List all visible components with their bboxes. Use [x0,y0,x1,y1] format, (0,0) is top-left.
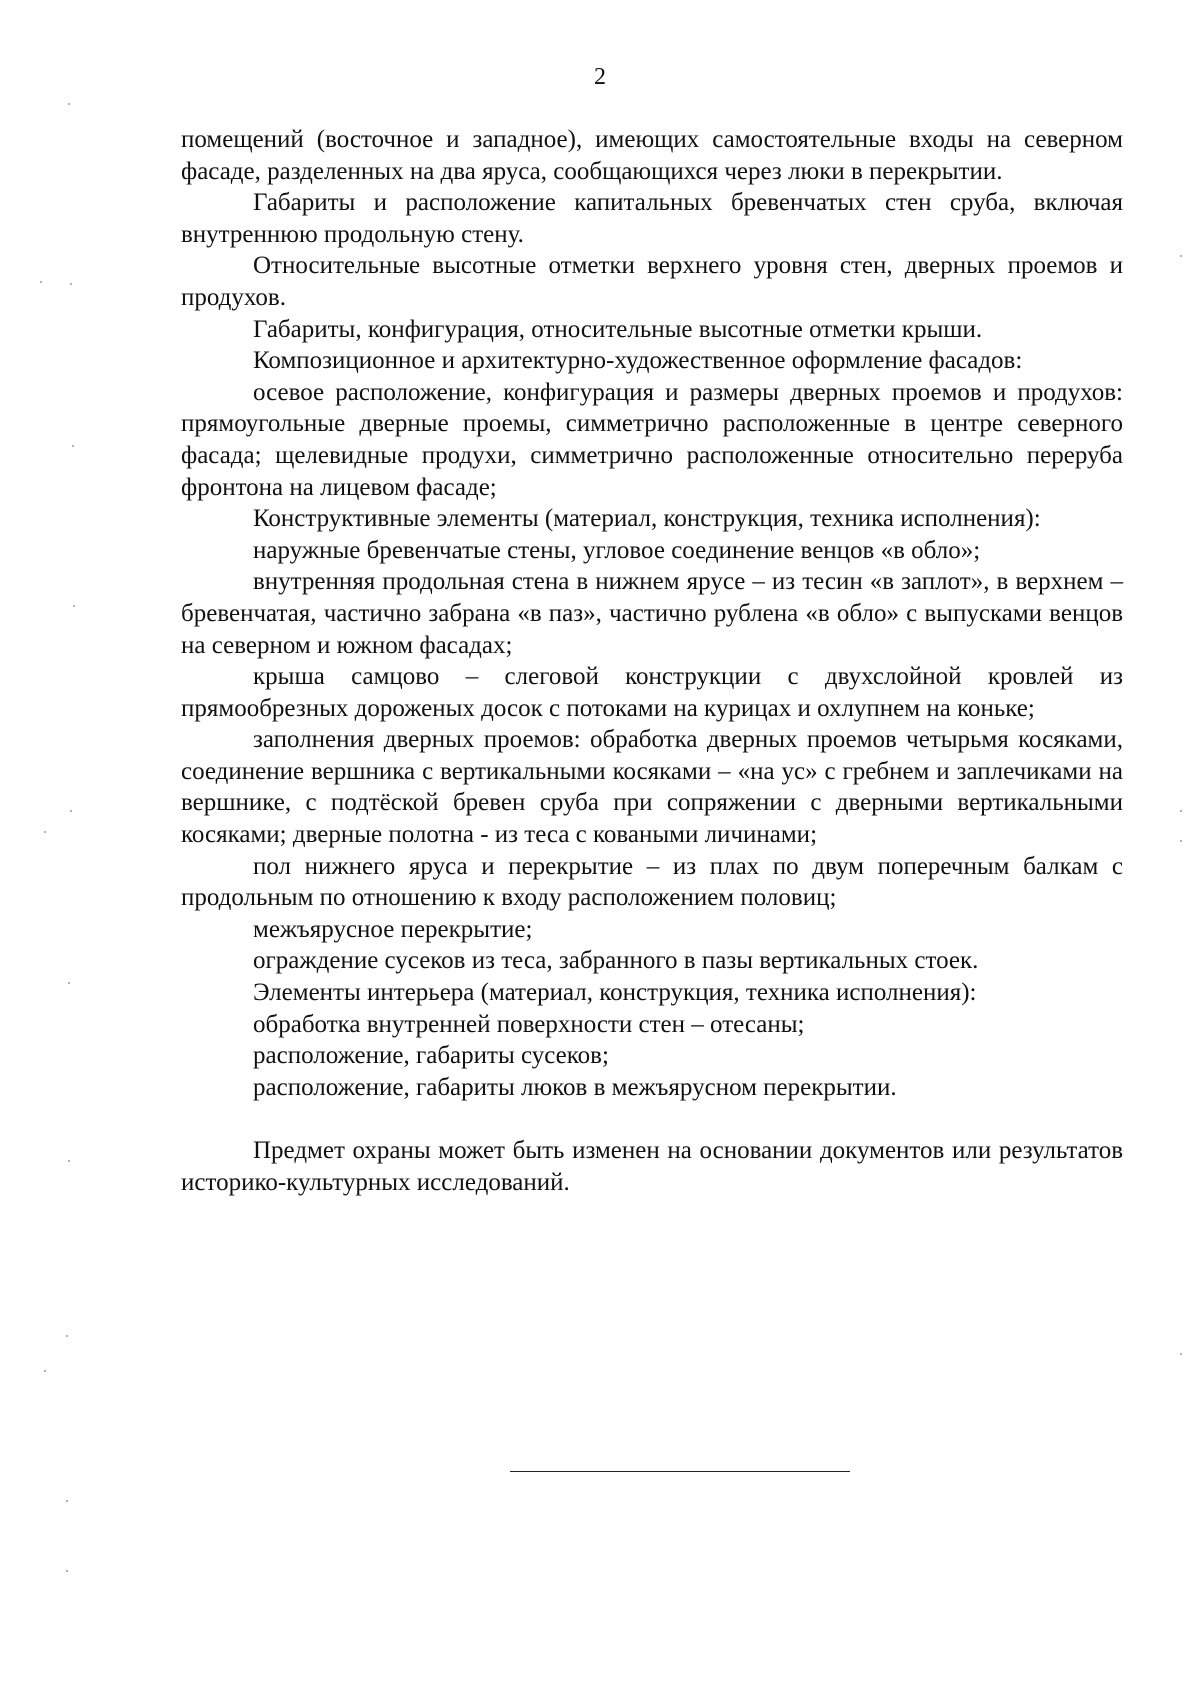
scan-speck [1180,255,1182,257]
paragraph-bins-layout: расположение, габариты сусеков; [253,1042,609,1070]
scan-speck [73,605,75,607]
end-divider-line [510,1471,850,1472]
paragraph-wall-surface: обработка внутренней поверхности стен – отесаны; [253,1010,805,1038]
scan-speck [1180,810,1182,812]
scan-speck [68,982,70,984]
scan-speck [1180,840,1182,842]
paragraph-floor: пол нижнего яруса и перекрытие – из плах по двум поперечным балкам с продольным по отношению к входу расположением половиц; [181,852,1123,912]
paragraph-bin-fencing: ограждение сусеков из теса, забранного в пазы вертикальных стоек. [253,947,979,975]
closing-note: Предмет охраны может быть изменен на основании документов или результатов историко-культурных исследований. [181,1137,1123,1196]
paragraph-structural-elements: Конструктивные элементы (материал, конструкция, техника исполнения): [253,505,1041,533]
document-body [181,124,1123,1199]
scan-speck [1180,1353,1182,1355]
scan-speck [44,1370,46,1372]
paragraph-openings-layout: осевое расположение, конфигурация и размеры дверных проемов и продухов: прямоугольные дверные проемы, симметрично расположенные в центре северного фасада; щелевидные продухи, симметрично расположенные относительно переруба фронтона на лицевом фасаде; [181,378,1123,501]
scan-speck [68,103,70,105]
scan-speck [66,1570,68,1572]
page-number: 2 [594,64,606,90]
paragraph-wall-dimensions: Габариты и расположение капитальных бревенчатых стен сруба, включая внутреннюю продольную стену. [181,189,1123,248]
scan-speck [72,445,74,447]
paragraph-interior-elements: Элементы интерьера (материал, конструкция, техника исполнения): [253,979,977,1007]
paragraph-roof-structure: крыша самцово – слеговой конструкции с двухслойной кровлей из прямообрезных дороженых досок с потоками на курицах и охлупнем на коньке; [181,663,1123,722]
scan-speck [68,1160,70,1162]
paragraph-rooms-continuation: помещений (восточное и западное), имеющих самостоятельные входы на северном фасаде, разделенных на два яруса, сообщающихся через люки в перекрытии. [181,126,1123,185]
paragraph-hatches-layout: расположение, габариты люков в межъярусном перекрытии. [253,1073,897,1101]
scan-speck [66,1335,68,1337]
scan-speck [44,831,46,833]
paragraph-facade-design: Композиционное и архитектурно-художественное оформление фасадов: [253,347,1023,375]
paragraph-outer-walls: наружные бревенчатые стены, угловое соединение венцов «в обло»; [253,536,981,564]
paragraph-height-marks: Относительные высотные отметки верхнего уровня стен, дверных проемов и продухов. [181,252,1123,311]
paragraph-door-fillings: заполнения дверных проемов: обработка дверных проемов четырьмя косяками, соединение вершника с вертикальными косяками – «на ус» с гребнем и заплечиками на вершнике, с подтёской бревен сруба при сопряжении с дверными вертикальными косяками; дверные полотна - из теса с коваными личинами; [181,726,1123,849]
scan-speck [70,810,72,812]
paragraph-interstory-ceiling: межъярусное перекрытие; [253,915,533,943]
paragraph-roof-dimensions: Габариты, конфигурация, относительные высотные отметки крыши. [253,315,983,343]
scan-speck [66,1500,68,1502]
scan-speck [70,283,72,285]
scan-speck [40,281,42,283]
paragraph-inner-wall: внутренняя продольная стена в нижнем ярусе – из тесин «в заплот», в верхнем – бревенчатая, частично забрана «в паз», частично рублена «в обло» с выпусками венцов на северном и южном фасадах; [181,568,1123,659]
